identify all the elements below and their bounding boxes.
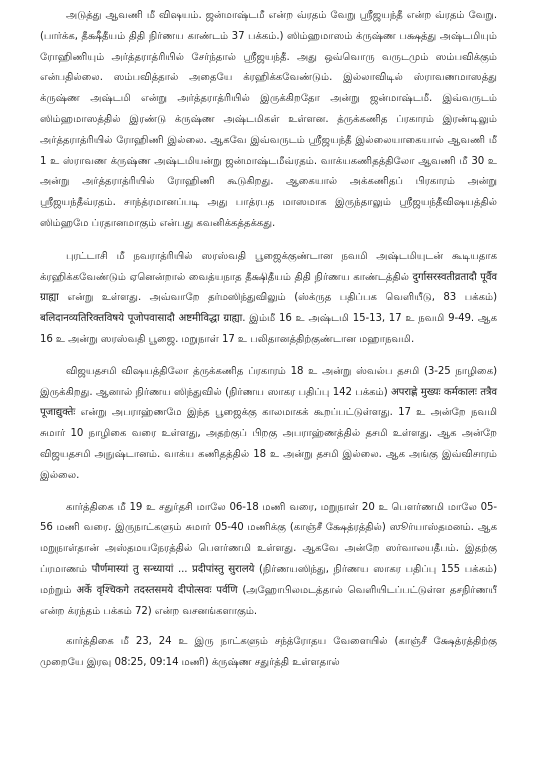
paragraph-saraswati-pooja: புரட்டாசி மீ நவராத்ரியில் ஸரஸ்வதி பூஜைக்குண்டான நவமி அஷ்டமியுடன் கூடியதாக க்ரஹிக்கவேண்டும் ஏனென்றால் வைத்யநாத தீக்ஷிதீயம் திதி நிர்ணய காண்டத்தில் दुर्गासरस्वतीव्रतादौ पूर्वैव ग्राह्या என்று உள்ளது. அவ்வாறே தர்மஸிந்துவிலும் (ஸ்க்ருத பதிப்பக வெளியீடு, 83 பக்கம்) बलिदानव्यतिरिक्तविषये पूजोपवासादौ अष्टमीविद्धा ग्राह्या. இம்மீ 16 உ அஷ்டமி 15-13, 17 உ நவமி 9-49. ஆக 16 உ அன்று ஸரஸ்வதி பூஜை. மறுநாள் 17 உ பலிதானத்திற்குண்டான மஹாநவமி. bbox=[40, 250, 497, 345]
paragraph-vijayadashami: விஜயதசமி விஷயத்திலோ த்ருக்கணித ப்ரகாரம் 18 உ அன்று ஸ்வல்ப தசமி (3-25 நாழிகை) இருக்கிறது. ஆனால் நிர்ணய ஸிந்துவில் (நிர்ணய ஸாகர பதிப்பு 142 பக்கம்) अपराह्णे मुख्यः कर्मकालः तत्रैव पूजाद्युक्तेः என்று அபராஹ்ணமே இந்த பூஜைக்கு காலமாகக் கூறப்பட்டுள்ளது. 17 உ அன்றே நவமி சுமார் 10 நாழிகை வரை உள்ளது, அதற்குப் பிறகு அபராஹ்ணத்தில் தசமி உள்ளது. ஆக அன்றே விஜயதசமி அநுஷ்டானம். வாக்ய கணிதத்தில் 18 உ அன்று தசமி இல்லை. ஆக அங்கு இவ்விசாரம் இல்லை. bbox=[40, 365, 497, 481]
paragraph-sankatahara-chaturthi: கார்த்திகை மீ 23, 24 உ இரு நாட்களும் சந்த்ரோதய வேளையில் (காஞ்சீ க்ஷேத்ரத்திற்கு முறையே இரவு 08:25, 09:14 மணி) க்ருஷ்ண சதுர்த்தி உள்ளதால் bbox=[40, 636, 497, 669]
paragraph-janmashtami: அடுத்து ஆவணி மீ விஷயம். ஜன்மாஷ்டமீ என்ற வ்ரதம் வேறு ஸ்ரீஜயந்தீ என்ற வ்ரதம் வேறு. (பார்க்க, தீக்ஷீதீயம் திதி நிர்ணய காண்டம் 37 பக்கம்.) ஸிம்ஹமாஸம் க்ருஷ்ண பக்ஷத்து அஷ்டமியும் ரோஹிணியும் அர்த்தராத்ரியில் சேர்ந்தால் ஸ்ரீஜயந்தீ. அது ஒவ்வொரு வருடமும் ஸம்பவிக்கும் என்பதில்லை. ஸம்பவித்தால் அதையே க்ரஹிக்கவேண்டும். இல்லாவிடில் ஸ்ராவணமாஸத்து க்ருஷ்ண அஷ்டமி என்று அர்த்தராத்ரியில் இருக்கிறதோ அன்று ஜன்மாஷ்டமீ. இவ்வருடம் ஸிம்ஹமாஸத்தில் இரண்டு க்ருஷ்ண அஷ்டமிகள் உள்ளன. த்ருக்கணித ப்ரகாரம் இரண்டிலும் அர்த்தராத்ரியில் ரோஹிணி இல்லை. ஆகவே இவ்வருடம் ஸ்ரீஜயந்தீ இல்லையாகையால் ஆவணி மீ 1 உ ஸ்ராவண க்ருஷ்ண அஷ்டமியன்று ஜன்மாஷ்டமீவ்ரதம். வாக்யகணிதத்திலோ ஆவணி மீ 30 உ அன்று அர்த்தராத்ரியில் ரோஹிணி கூடுகிறது. ஆகையால் அக்கணிதப் பிரகாரம் அன்று ஸ்ரீஜயந்தீவ்ரதம். சாந்த்ரமானப்படி அது பாத்ரபத மாஸமாக இருந்தாலும் ஸ்ரீஜயந்தீவிஷயத்தில் ஸிம்ஹமே ப்ரதானமாகும் என்பது கவனிக்கத்தக்கது. bbox=[40, 10, 497, 229]
paragraph-karthigai-deepam: கார்த்திகை மீ 19 உ சதுர்தசி மாலே 06-18 மணி வரை, மறுநாள் 20 உ பௌர்ணமி மாலே 05-56 மணி வரை. இருநாட்களும் சுமார் 05-40 மணிக்கு (காஞ்சீ க்ஷேத்ரத்தில்) ஸூர்யாஸ்தமனம். ஆக மறுநாள்தான் அஸ்தமயநேரத்தில் பௌர்ணமி உள்ளது. ஆகவே அன்றே ஸர்வாலயதீபம். இதற்கு ப்ரமாணம் पौर्णमास्यां तु सन्ध्यायां ... प्रदीपांस्तु सुरालये (நிர்ணயஸிந்து, நிர்ணய ஸாகர பதிப்பு 155 பக்கம்) மற்றும் अर्के वृश्चिकगे तदस्तसमये दीपोत्सवः पर्वणि (அஹோபிலமடத்தால் வெளியிடப்பட்டுள்ள தசநிர்ணயீ என்ற க்ரந்தம் பக்கம் 72) என்ற வசனங்களாகும். bbox=[40, 501, 497, 617]
